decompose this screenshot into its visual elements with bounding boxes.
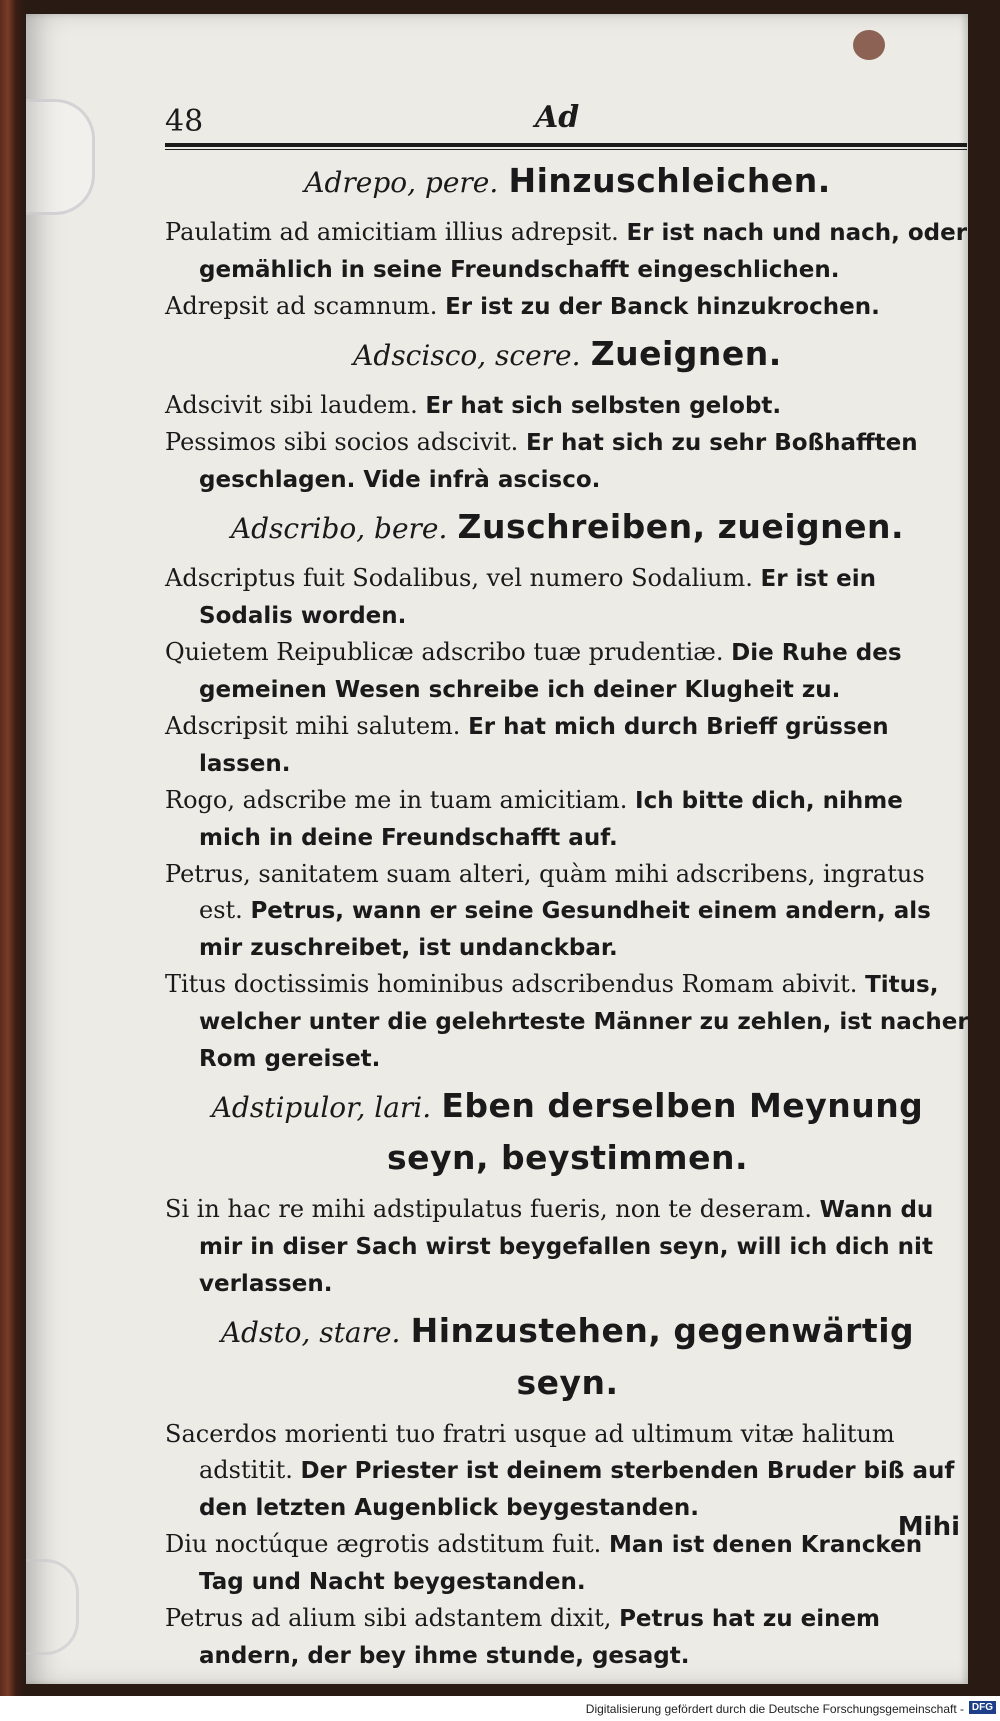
example-german: Er ist ein Sodalis worden.	[199, 566, 876, 629]
example-latin: Titus doctissimis hominibus adscribendus Romam abivit.	[165, 970, 858, 998]
example-entry	[165, 1191, 970, 1302]
example-latin: Petrus ad alium sibi adstantem dixit,	[165, 1604, 612, 1632]
example-entry	[165, 424, 970, 498]
example-entry	[165, 856, 970, 966]
headword-latin: Adscribo, bere.	[230, 512, 448, 545]
headword-latin: Adrepo, pere.	[304, 166, 499, 199]
footer-bar	[0, 1696, 1000, 1721]
example-latin: Pessimos sibi socios adscivit.	[165, 428, 519, 456]
headword-german: Hinzustehen, gegenwärtig seyn.	[410, 1311, 915, 1402]
example-latin: Sacerdos morienti tuo fratri usque ad ultimum vitæ halitum adstitit.	[165, 1420, 895, 1484]
example-latin: Quietem Reipublicæ adscribo tuæ prudentiæ.	[165, 638, 724, 666]
dictionary-body	[165, 152, 970, 1674]
footer-credit: Digitalisierung gefördert durch die Deutsche Forschungsgemeinschaft -	[585, 1702, 964, 1716]
example-latin: Paulatim ad amicitiam illius adrepsit.	[165, 218, 619, 246]
example-german: Wann du mir in diser Sach wirst beygefallen seyn, will ich dich nit verlassen.	[199, 1197, 934, 1297]
example-latin: Rogo, adscribe me in tuam amicitiam.	[165, 786, 628, 814]
example-entry	[165, 560, 970, 634]
header-rule	[165, 143, 967, 147]
example-entry	[165, 634, 970, 708]
example-entry	[165, 1526, 970, 1600]
example-entry	[165, 1416, 970, 1526]
example-entry	[165, 966, 970, 1077]
example-german: Er hat sich zu sehr Boßhafften geschlagen. Vide infrà ascisco.	[199, 430, 918, 493]
example-german: Er hat mich durch Brieff grüssen lassen.	[199, 714, 889, 777]
headword	[165, 1083, 970, 1187]
example-latin: Petrus, sanitatem suam alteri, quàm mihi adscribens, ingratus est.	[165, 860, 925, 924]
example-german: Man ist denen Krancken Tag und Nacht beygestanden.	[199, 1532, 923, 1595]
example-entry	[165, 387, 970, 424]
running-head: Ad	[535, 100, 580, 135]
headword-latin: Adstipulor, lari.	[211, 1091, 432, 1124]
example-german: Titus, welcher unter die gelehrteste Männer zu zehlen, ist nacher Rom gereiset.	[199, 972, 969, 1072]
example-german: Er hat sich selbsten gelobt.	[425, 393, 782, 419]
example-entry	[165, 288, 970, 325]
example-german: Er ist zu der Banck hinzukrochen.	[445, 294, 880, 320]
example-german: Petrus, wann er seine Gesundheit einem andern, als mir zuschreibet, ist undanckbar.	[199, 898, 931, 961]
example-german: Der Priester ist deinem sterbenden Bruder biß auf den letzten Augenblick beygestanden.	[199, 1458, 955, 1521]
headword	[165, 331, 970, 383]
example-latin: Adscripsit mihi salutem.	[165, 712, 461, 740]
page-clip-lower	[26, 1559, 79, 1655]
example-german: Ich bitte dich, nihme mich in deine Freundschafft auf.	[199, 788, 903, 851]
header-rule-thin	[165, 149, 967, 150]
example-german: Petrus hat zu einem andern, der bey ihme stunde, gesagt.	[199, 1606, 881, 1669]
headword-german: Zuschreiben, zueignen.	[457, 507, 905, 546]
headword	[165, 504, 970, 556]
example-latin: Adscriptus fuit Sodalibus, vel numero Sodalium.	[165, 564, 753, 592]
page-clip	[26, 99, 95, 215]
example-latin: Adscivit sibi laudem.	[165, 391, 418, 419]
example-entry	[165, 1600, 970, 1674]
ink-stain	[853, 30, 885, 60]
example-entry	[165, 782, 970, 856]
page-number: 48	[165, 104, 204, 139]
headword	[165, 1308, 970, 1412]
headword-german: Hinzuschleichen.	[508, 161, 831, 200]
example-entry	[165, 708, 970, 782]
dfg-logo: DFG	[969, 1701, 996, 1714]
example-german: Die Ruhe des gemeinen Wesen schreibe ich deiner Klugheit zu.	[199, 640, 902, 703]
example-latin: Adrepsit ad scamnum.	[165, 292, 438, 320]
example-latin: Si in hac re mihi adstipulatus fueris, non te deseram.	[165, 1195, 812, 1223]
headword-latin: Adscisco, scere.	[353, 339, 581, 372]
headword-german: Eben derselben Meynung seyn, beystimmen.	[387, 1086, 924, 1177]
headword	[165, 158, 970, 210]
example-entry	[165, 214, 970, 288]
example-german: Er ist nach und nach, oder gemählich in seine Freundschafft eingeschlichen.	[199, 220, 968, 283]
headword-latin: Adsto, stare.	[220, 1316, 401, 1349]
catchword: Mihi	[897, 1512, 960, 1542]
headword-german: Zueignen.	[590, 334, 782, 373]
example-latin: Diu noctúque ægrotis adstitum fuit.	[165, 1530, 602, 1558]
